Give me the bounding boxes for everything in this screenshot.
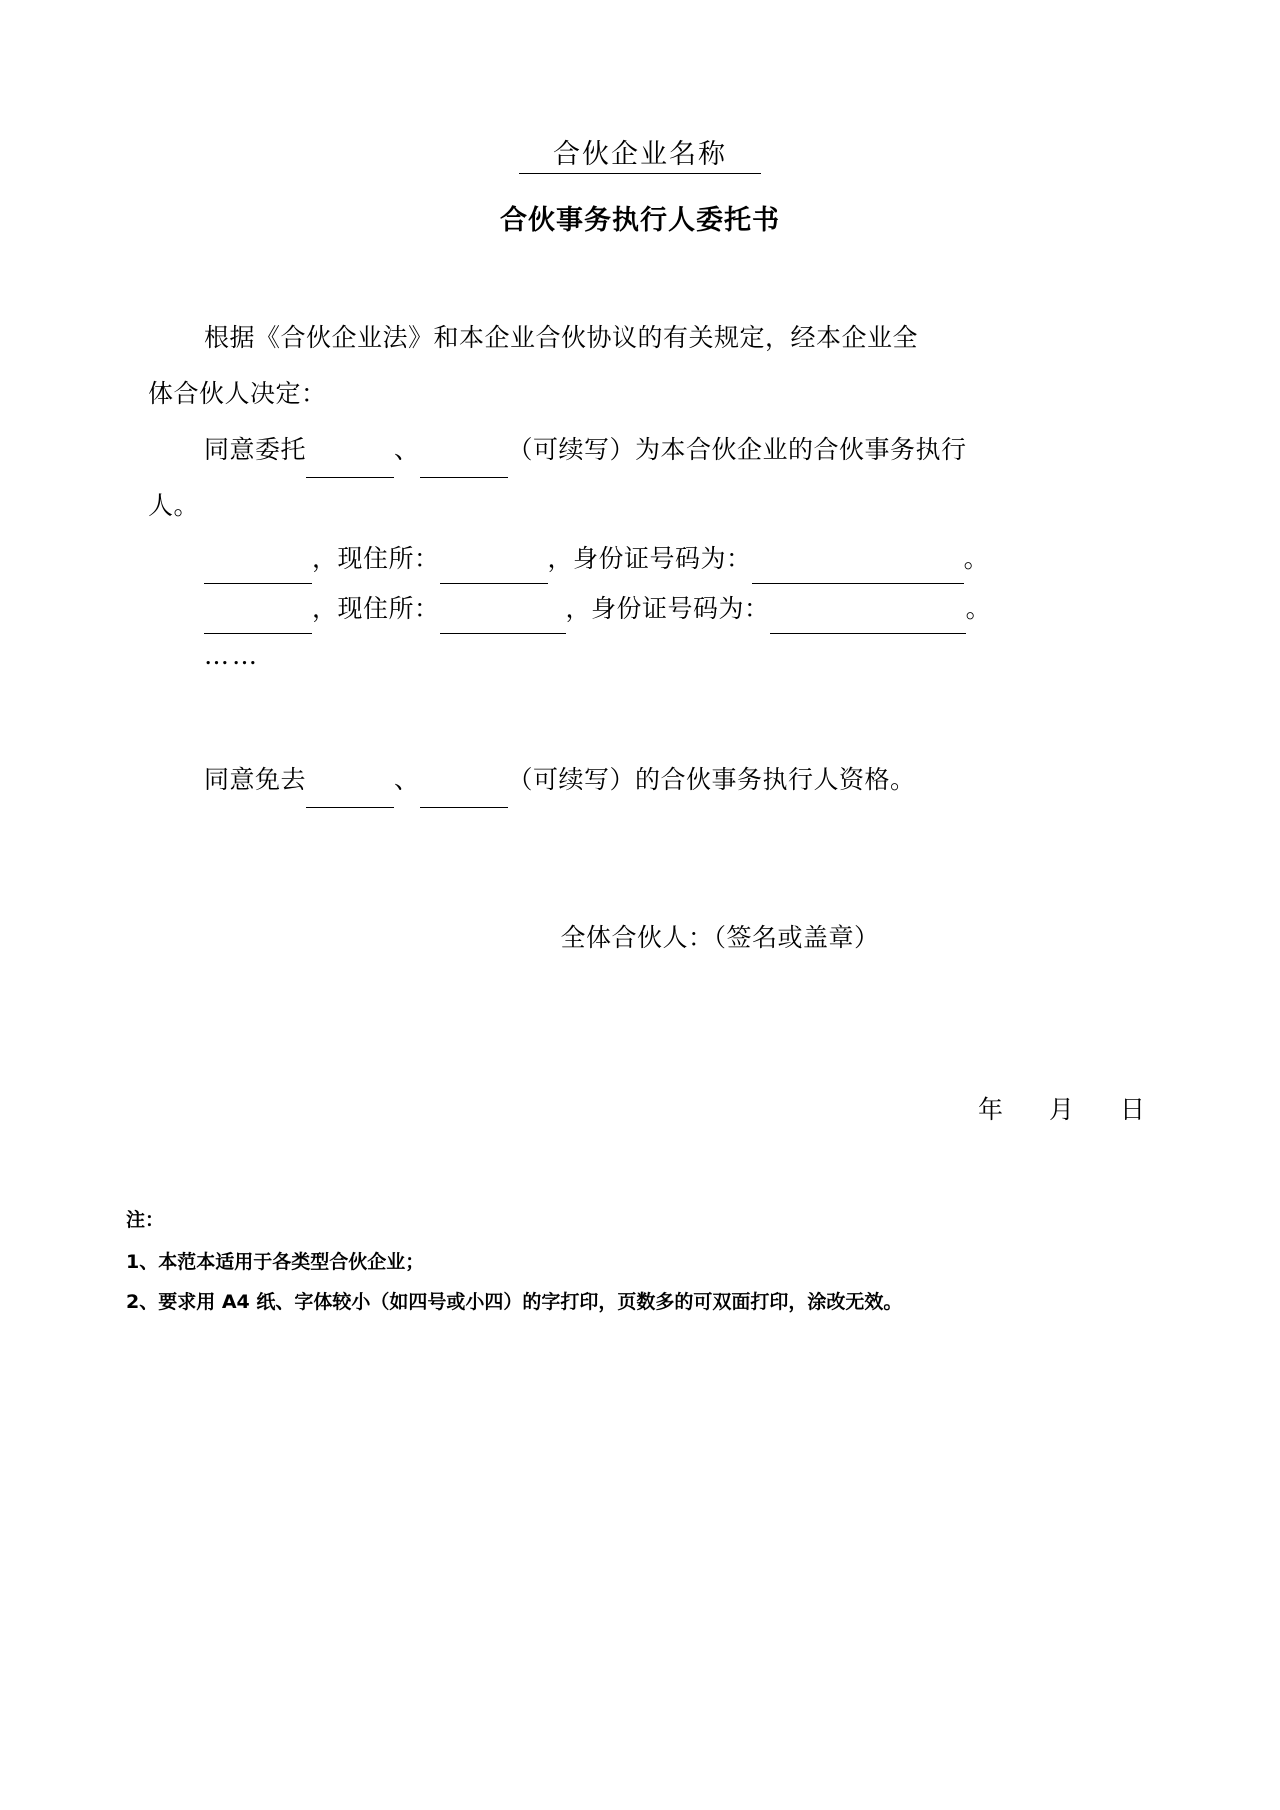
appoint-prefix: 同意委托 [204, 435, 307, 464]
partner-id-label-1: 身份证号码为： [573, 544, 752, 573]
partner-name-blank-1[interactable] [204, 557, 312, 584]
partner-address-blank-2[interactable] [440, 607, 566, 634]
remove-blank-1[interactable] [306, 781, 394, 808]
partner-address-label-1: 现住所： [337, 544, 440, 573]
partner-info-row-2 [204, 584, 1132, 634]
paragraph-remove [148, 752, 1132, 808]
partner-comma-1b: ， [547, 544, 574, 573]
remove-prefix: 同意免去 [204, 765, 307, 794]
signature-label: 全体合伙人：（签名或盖章） [560, 923, 880, 952]
notes-section [126, 1200, 1166, 1322]
date-day-label: 日 [1119, 1095, 1145, 1124]
partner-id-label-2: 身份证号码为： [591, 594, 770, 623]
partner-comma-2a: ， [312, 594, 338, 623]
company-name-blank: 合伙企业名称 [519, 139, 761, 174]
partner-id-blank-2[interactable] [770, 607, 966, 634]
partner-address-blank-1[interactable] [440, 557, 548, 584]
continuation-ellipsis: …… [204, 641, 260, 670]
partner-address-label-2: 现住所： [337, 594, 440, 623]
partner-period-2: 。 [965, 594, 992, 623]
appoint-blank-2[interactable] [420, 451, 508, 478]
partner-comma-2b: ， [565, 594, 592, 623]
document-body [148, 310, 1132, 808]
notes-item-2: 2、要求用 A4 纸、字体较小（如四号或小四）的字打印，页数多的可双面打印，涂改无效。 [126, 1291, 903, 1313]
paragraph-basis-line1: 根据《合伙企业法》和本企业合伙协议的有关规定，经本企业全 [204, 323, 919, 352]
partner-comma-1a: ， [312, 544, 338, 573]
document-title: 合伙事务执行人委托书 [500, 205, 780, 236]
paragraph-basis-line2: 体合伙人决定： [148, 379, 327, 408]
partner-period-1: 。 [963, 544, 990, 573]
date-month-label: 月 [1048, 1095, 1074, 1124]
partner-name-blank-2[interactable] [204, 607, 312, 634]
company-name-title [0, 132, 1280, 171]
partner-id-blank-1[interactable] [752, 557, 964, 584]
body-spacer [148, 678, 1132, 742]
notes-heading: 注： [126, 1209, 165, 1231]
remove-separator: 、 [394, 765, 420, 794]
notes-item-1: 1、本范本适用于各类型合伙企业； [126, 1251, 425, 1273]
date-year-label: 年 [977, 1095, 1003, 1124]
remove-blank-2[interactable] [420, 781, 508, 808]
appoint-middle: （可续写）为本合伙企业的合伙事务执行 [507, 435, 967, 464]
partner-info-row-1 [204, 534, 1132, 584]
appoint-separator: 、 [394, 435, 420, 464]
paragraph-appoint [148, 422, 1132, 478]
remove-suffix: （可续写）的合伙事务执行人资格。 [507, 765, 916, 794]
paragraph-appoint-end: 人。 [148, 491, 200, 520]
date-line [0, 1090, 1280, 1126]
appoint-blank-1[interactable] [306, 451, 394, 478]
